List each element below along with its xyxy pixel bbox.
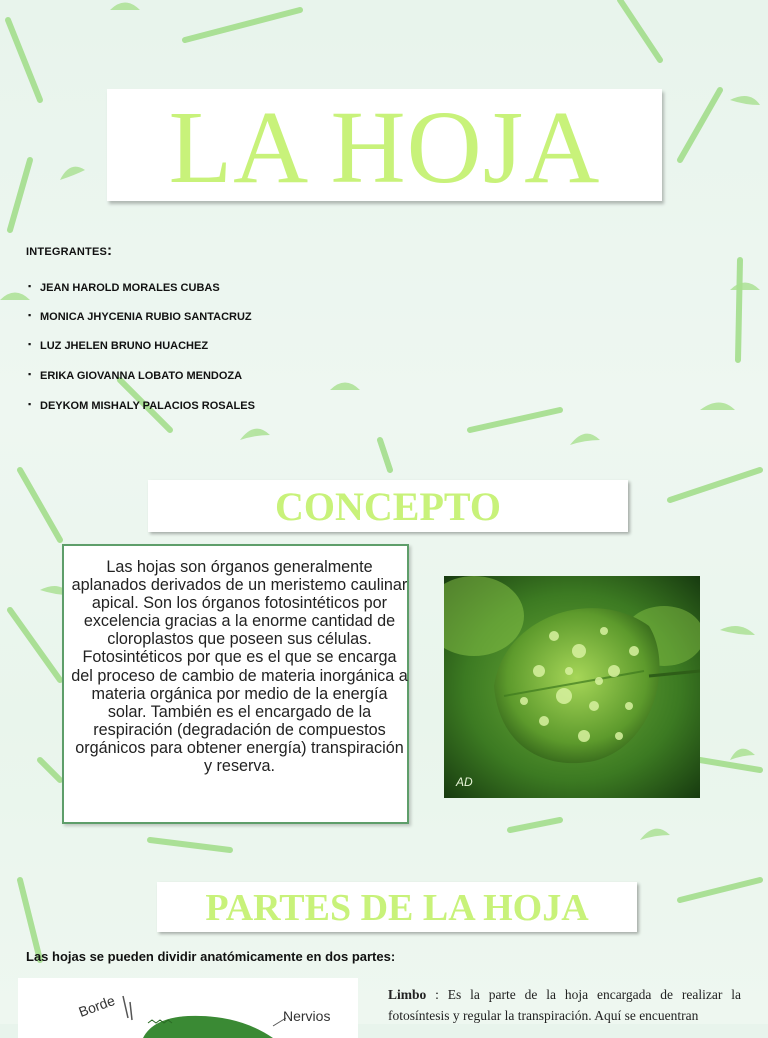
limbo-separator: : (426, 987, 448, 1002)
members-heading-colon: : (107, 242, 113, 259)
diagram-label-border: Borde (76, 992, 117, 1020)
members-section (26, 242, 426, 412)
limbo-body: Es la parte de la hoja encargada de realizar la fotosíntesis y regular la transpiración. Aquí se encuentran (388, 987, 741, 1023)
page-title: LA HOJA (168, 90, 601, 205)
bullet-square-icon: ▪ (28, 339, 32, 349)
concept-paragraph: Las hojas son órganos generalmente aplanados derivados de un meristemo caulinar apical. Son los órganos fotosintéticos por excelencia gracias a la enorme cantidad de cloroplastos que poseen sus células. Fotosintéticos por que es el que se encarga del proceso de cambio de materia inorgánica a materia orgánica por medio de la energía solar. También es el encargado de la respiración (degradación de compuestos orgánicos para obtener energía) transpiración y reserva. (71, 558, 408, 776)
member-name: JEAN HAROLD MORALES CUBAS (40, 282, 220, 294)
member-item (28, 340, 208, 352)
members-heading (26, 242, 426, 259)
leaf-photo (444, 576, 700, 798)
parts-title: PARTES DE LA HOJA (205, 887, 589, 929)
member-item (28, 282, 220, 294)
member-name: MONICA JHYCENIA RUBIO SANTACRUZ (40, 311, 252, 323)
member-item (28, 400, 255, 412)
member-name: DEYKOM MISHALY PALACIOS ROSALES (40, 400, 255, 412)
bullet-square-icon: ▪ (28, 369, 32, 379)
parts-heading-banner (157, 882, 637, 932)
diagram-label-nerves: Nervios (283, 1008, 331, 1024)
member-item (28, 311, 252, 323)
bullet-square-icon: ▪ (28, 399, 32, 409)
leaf-with-droplets-image (444, 576, 700, 798)
member-name: LUZ JHELEN BRUNO HUACHEZ (40, 340, 209, 352)
member-item (28, 370, 242, 382)
bullet-square-icon: ▪ (28, 281, 32, 291)
title-banner (107, 89, 662, 205)
member-name: ERIKA GIOVANNA LOBATO MENDOZA (40, 370, 243, 382)
members-heading-text: INTEGRANTES (26, 246, 108, 258)
limbo-description (388, 984, 741, 1026)
limbo-label: Limbo (388, 987, 427, 1002)
bullet-square-icon: ▪ (28, 310, 32, 320)
concept-heading-banner (148, 480, 628, 532)
leaf-parts-diagram (18, 978, 358, 1038)
concept-text-frame (62, 544, 409, 824)
concept-title: CONCEPTO (275, 484, 501, 529)
parts-intro-text: Las hojas se pueden dividir anatómicamente en dos partes: (26, 949, 396, 964)
photo-caption: AD (456, 775, 473, 789)
